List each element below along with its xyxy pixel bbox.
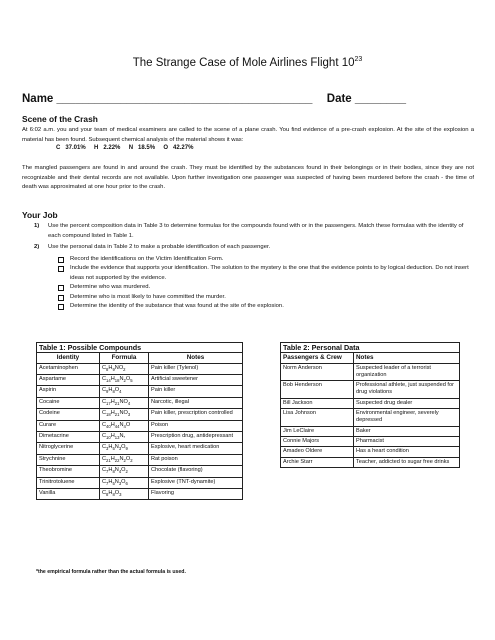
compound-notes: Explosive, heart medication — [149, 443, 243, 454]
table1-header-formula: Formula — [100, 353, 149, 363]
name-date-line — [22, 93, 406, 105]
compound-formula — [100, 477, 149, 488]
formula-element: H — [108, 387, 113, 394]
scene-paragraph-2: The mangled passengers are found in and around the crash. They must be identified by the substances found in their belongings or in their bodies, since they are not recognizable and their dental records are not available. Upon further investigation one passenger was suspected of having been murdered before the crash - the time of death was approximated at one hour prior to the crash. — [22, 165, 474, 190]
scene-paragraph-1: At 6:02 a.m. you and your team of medical examiners are called to the scene of a plane crash. You find evidence of a pre-crash explosion. At the site of the explosion a material has been found. Subsequent chemical analysis of the material shows it was: — [22, 127, 474, 143]
compound-formula — [100, 489, 149, 500]
formula-element: C — [102, 490, 107, 497]
formula-subscript: 13 — [114, 435, 120, 441]
table2-caption: Table 2: Personal Data — [281, 343, 460, 353]
formula-subscript: 18 — [106, 412, 111, 418]
compound-identity: Nitroglycerine — [37, 443, 100, 454]
formula-subscript: 9 — [106, 389, 109, 395]
table2-body — [281, 363, 460, 467]
passenger-row — [281, 398, 460, 408]
formula-subscript: 2 — [130, 457, 133, 463]
job-item — [34, 243, 474, 253]
formula-subscript: 7 — [106, 469, 109, 475]
compound-row — [37, 454, 243, 465]
compound-notes: Pain killer (Tylenol) — [149, 363, 243, 374]
formula-element: NO — [119, 410, 128, 417]
formula-subscript: 3 — [118, 446, 122, 452]
formula-element: H — [108, 444, 113, 451]
formula-element: C — [102, 444, 107, 451]
formula-subscript: 6 — [125, 480, 128, 486]
formula-element: N — [119, 455, 124, 462]
passenger-row — [281, 381, 460, 399]
formula-element: C — [102, 433, 107, 440]
title-text: The Strange Case of Mole Airlines Flight 10 — [132, 56, 355, 69]
formula-element: O — [121, 467, 126, 474]
formula-subscript: 3 — [127, 412, 131, 418]
passenger-name: Lisa Johnson — [281, 409, 354, 427]
formula-subscript: 21 — [114, 400, 120, 406]
checkbox-icon[interactable] — [58, 295, 64, 301]
formula-subscript: 8 — [106, 492, 109, 498]
table1-caption: Table 1: Possible Compounds — [37, 343, 243, 353]
task-text: Record the identifications on the Victim Identification Form. — [70, 255, 224, 262]
formula-element: C — [102, 376, 107, 382]
passenger-row — [281, 426, 460, 436]
date-field[interactable]: Date ________ — [326, 93, 407, 105]
passenger-name: Connie Majors — [281, 436, 354, 446]
job-list — [34, 222, 474, 312]
compound-row — [37, 397, 243, 408]
formula-subscript: 18 — [114, 378, 120, 384]
formula-element: O — [121, 478, 126, 485]
table1-header-identity: Identity — [37, 353, 100, 363]
passenger-notes: Teacher, addicted to sugar free drinks — [354, 457, 460, 467]
table2-header-notes: Notes — [354, 353, 460, 363]
formula-subscript: 17 — [106, 400, 111, 406]
compound-identity: Dimetacrine — [37, 432, 100, 443]
formula-subscript: 2 — [125, 469, 128, 475]
compound-notes: Poison — [149, 420, 243, 431]
formula-element: C — [102, 410, 107, 417]
compound-formula — [100, 466, 149, 477]
formula-subscript: 3 — [106, 446, 109, 452]
compound-identity: Curare — [37, 420, 100, 431]
formula-subscript: 5 — [112, 446, 115, 452]
compound-notes: Rat poison — [149, 454, 243, 465]
formula-subscript: 7 — [106, 480, 109, 486]
compound-identity: Acetaminophen — [37, 363, 100, 374]
formula-element: NO — [119, 398, 128, 405]
compound-identity: Aspirin — [37, 386, 100, 397]
formula-subscript: 2 — [123, 378, 126, 384]
formula-element: C — [102, 364, 107, 371]
table2-header-passengers: Passengers & Crew — [281, 353, 354, 363]
formula-element: O — [125, 376, 131, 382]
formula-element: O — [125, 455, 131, 462]
job-heading: Your Job — [22, 210, 58, 220]
formula-element: H — [110, 421, 115, 428]
passenger-name: Amadeo Oldere — [281, 447, 354, 457]
formula-subscript: 2 — [123, 457, 126, 463]
formula-element: N — [119, 421, 124, 428]
compound-notes: Explosive (TNT-dynamite) — [149, 477, 243, 488]
formula-element: H — [108, 490, 113, 497]
formula-subscript: 5 — [130, 378, 133, 384]
passenger-name: Archie Starr — [281, 457, 354, 467]
formula-element: H — [110, 410, 115, 417]
checkbox-icon[interactable] — [58, 266, 64, 272]
formula-subscript: 14 — [106, 378, 111, 384]
formula-subscript: 8 — [112, 389, 115, 395]
passenger-row — [281, 447, 460, 457]
job-item — [34, 222, 474, 241]
formula-element: C — [102, 467, 107, 474]
compound-identity: Theobromine — [37, 466, 100, 477]
passenger-notes: Suspected leader of a terrorist organization — [354, 363, 460, 381]
compound-formula — [100, 363, 149, 374]
formula-subscript: 10 — [106, 435, 111, 441]
table1-footnote: *the empirical formula rather than the actual formula is used. — [36, 569, 186, 575]
compound-identity: Cocaine — [37, 397, 100, 408]
checkbox-icon[interactable] — [58, 304, 64, 310]
formula-element: H — [108, 467, 113, 474]
task-bullet — [58, 283, 474, 293]
formula-element: O — [121, 444, 126, 451]
compound-identity: Trinitrotoluene — [37, 477, 100, 488]
job-item-text: Use the personal data in Table 2 to make a probable identification of each passenger. — [48, 244, 271, 250]
formula-element: N — [119, 433, 124, 440]
passenger-name: Norm Anderson — [281, 363, 354, 381]
compound-row — [37, 489, 243, 500]
formula-element: C — [102, 387, 107, 394]
personal-data-table — [280, 342, 460, 468]
formula-subscript: 21 — [106, 457, 111, 463]
formula-subscript: 44 — [114, 423, 120, 429]
compound-row — [37, 375, 243, 386]
passenger-notes: Baker — [354, 426, 460, 436]
formula-subscript: 4 — [118, 469, 122, 475]
compound-row — [37, 477, 243, 488]
passenger-name: Jim LeClaire — [281, 426, 354, 436]
task-bullet — [58, 293, 474, 303]
table1-body — [37, 363, 243, 500]
compound-identity: Vanilla — [37, 489, 100, 500]
formula-element: H — [108, 364, 113, 371]
compound-notes: Flavoring — [149, 489, 243, 500]
compounds-table — [36, 342, 243, 500]
formula-element: N — [119, 376, 124, 382]
compound-identity: Codeine — [37, 409, 100, 420]
task-text: Include the evidence that supports your identification. The solution to the mystery is the one that the evidence points to by logical deduction. Do not insert ideas not supported by the evidence. — [70, 265, 469, 281]
formula-element: C — [102, 478, 107, 485]
formula-element: NO — [114, 364, 124, 371]
formula-subscript: 9 — [112, 366, 115, 372]
formula-subscript: 40 — [106, 423, 111, 429]
passenger-row — [281, 457, 460, 467]
formula-subscript: 3 — [119, 492, 122, 498]
formula-subscript: 8 — [112, 469, 115, 475]
formula-subscript: 8 — [112, 492, 115, 498]
formula-element: N — [114, 467, 119, 474]
compound-formula — [100, 375, 149, 386]
compound-notes: Chocolate (flavoring) — [149, 466, 243, 477]
formula-subscript: 4 — [127, 400, 131, 406]
compound-formula — [100, 420, 149, 431]
passenger-notes: Suspected drug dealer — [354, 398, 460, 408]
compound-formula — [100, 386, 149, 397]
passenger-row — [281, 363, 460, 381]
formula-element: N — [114, 444, 119, 451]
compound-formula — [100, 409, 149, 420]
passenger-row — [281, 436, 460, 446]
passenger-row — [281, 409, 460, 427]
formula-element: O — [114, 490, 120, 497]
compound-row — [37, 432, 243, 443]
compound-row — [37, 409, 243, 420]
compound-notes: Pain killer, prescription controlled — [149, 409, 243, 420]
passenger-notes: Pharmacist — [354, 436, 460, 446]
passenger-name: Bill Jackson — [281, 398, 354, 408]
compound-notes: Pain killer — [149, 386, 243, 397]
formula-element: O — [114, 387, 120, 394]
compound-notes: Prescription drug, antidepressant — [149, 432, 243, 443]
checkbox-icon[interactable] — [58, 257, 64, 263]
formula-element: H — [108, 478, 113, 485]
compound-formula — [100, 397, 149, 408]
compound-notes: Artificial sweetener — [149, 375, 243, 386]
formula-subscript: 9 — [125, 446, 128, 452]
formula-element: O — [125, 421, 131, 428]
scene-heading: Scene of the Crash — [22, 114, 98, 124]
compound-row — [37, 443, 243, 454]
composition-line: C 37.01% H 2.22% N 18.5% O 42.27% — [56, 145, 194, 151]
title-superscript: 23 — [354, 56, 363, 63]
compound-formula — [100, 443, 149, 454]
task-bullet — [58, 264, 474, 283]
job-item-number: 1) — [34, 223, 40, 229]
table1-container — [36, 342, 243, 500]
task-text: Determine the identity of the substance that was found at the site of the explosion. — [70, 303, 284, 309]
compound-row — [37, 363, 243, 374]
formula-element: H — [110, 376, 115, 382]
formula-subscript: 21 — [114, 412, 120, 418]
formula-element: N — [114, 478, 119, 485]
table1-header-notes: Notes — [149, 353, 243, 363]
passenger-notes: Professional athlete, just suspended for drug violations — [354, 381, 460, 399]
job-item-text: Use the percent composition data in Table 3 to determine formulas for the compounds found with or in the passengers. Match these formulas with the identity of each compound listed in Table 1. — [48, 223, 464, 239]
compound-row — [37, 386, 243, 397]
table2-container — [280, 342, 460, 468]
formula-subscript: 8 — [106, 366, 109, 372]
formula-element: H — [110, 433, 115, 440]
formula-subscript: 5 — [112, 480, 115, 486]
formula-subscript: 3 — [118, 480, 122, 486]
compound-row — [37, 420, 243, 431]
checkbox-icon[interactable] — [58, 285, 64, 291]
passenger-notes: Has a heart condition — [354, 447, 460, 457]
compound-identity: Aspartame — [37, 375, 100, 386]
compound-notes: Narcotic, illegal — [149, 397, 243, 408]
compound-formula — [100, 432, 149, 443]
passenger-name: Bob Henderson — [281, 381, 354, 399]
formula-element: H — [110, 398, 115, 405]
job-item-number: 2) — [34, 244, 40, 250]
compound-formula — [100, 454, 149, 465]
formula-element: C — [102, 398, 107, 405]
formula-subscript: 2 — [123, 366, 126, 372]
task-bullet — [58, 255, 474, 265]
task-text: Determine who was murdered. — [70, 284, 151, 290]
formula-element: C — [102, 455, 107, 462]
task-bullet — [58, 302, 474, 312]
formula-element: C — [102, 421, 107, 428]
task-text: Determine who is most likely to have committed the murder. — [70, 293, 226, 300]
formula-subscript: * — [123, 435, 126, 441]
formula-subscript: 4 — [123, 423, 126, 429]
compound-row — [37, 466, 243, 477]
formula-element: H — [110, 455, 115, 462]
formula-subscript: 22 — [114, 457, 120, 463]
compound-identity: Strychnine — [37, 454, 100, 465]
name-field[interactable]: Name ________________________________________ — [22, 93, 313, 105]
formula-subscript: 4 — [119, 389, 122, 395]
document-title — [0, 56, 495, 69]
passenger-notes: Environmental engineer, severely depressed — [354, 409, 460, 427]
